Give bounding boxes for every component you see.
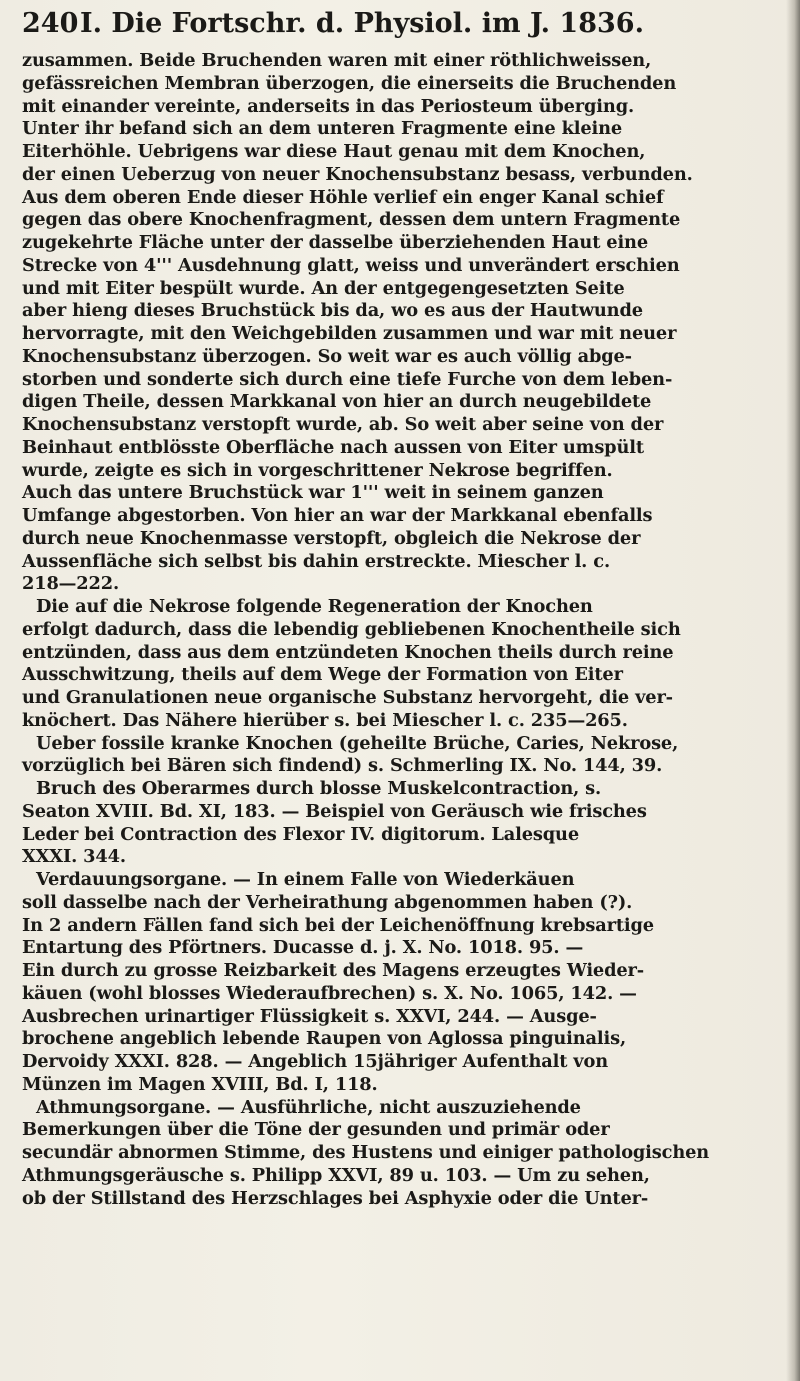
running-head [22,6,766,42]
paragraph [22,1097,766,1211]
text-line: zugekehrte Fläche unter der dasselbe überziehenden Haut eine [22,232,649,253]
text-line: Unter ihr befand sich an dem unteren Fragmente eine kleine [22,118,623,140]
page-number: 240 [22,8,79,39]
text-line: erfolgt dadurch, dass die lebendig gebliebenen Knochentheile sich [22,618,681,640]
text-line: Münzen im Magen XVIII, Bd. I, 118. [22,1073,378,1095]
text-line: In 2 andern Fällen fand sich bei der Leichenöffnung krebsartige [22,914,654,936]
text-line: Ausschwitzung, theils auf dem Wege der Formation von Eiter [22,664,623,686]
text-line: 218—222. [22,573,120,595]
text-line: vorzüglich bei Bären sich findend) s. Schmerling IX. No. 144, 39. [22,755,663,777]
text-line: Dervoidy XXXI. 828. — Angeblich 15jähriger Aufenthalt von [22,1051,608,1072]
text-line: der einen Ueberzug von neuer Knochensubstanz besass, verbunden. [22,163,693,185]
text-line: Athmungsorgane. — Ausführliche, nicht auszuziehende [36,1096,581,1118]
text-line: aber hieng dieses Bruchstück bis da, wo es aus der Hautwunde [22,300,643,322]
text-line: brochene angeblich lebende Raupen von Aglossa pinguinalis, [22,1028,626,1050]
text-line: und Granulationen neue organische Substanz hervorgeht, die ver- [22,687,673,708]
text-line: Auch das untere Bruchstück war 1''' weit in seinem ganzen [22,482,604,504]
text-line: Athmungsgeräusche s. Philipp XXVI, 89 u. 103. — Um zu sehen, [22,1164,650,1186]
text-line: Aus dem oberen Ende dieser Höhle verlief ein enger Kanal schief [22,186,664,208]
text-line: Knochensubstanz verstopft wurde, ab. So weit aber seine von der [22,414,664,435]
running-title: I. Die Fortschr. d. Physiol. im J. 1836. [80,8,644,39]
text-line: gefässreichen Membran überzogen, die einerseits die Bruchenden [22,72,677,94]
text-line: zusammen. Beide Bruchenden waren mit einer röthlichweissen, [22,50,652,71]
text-line: Ausbrechen urinartiger Flüssigkeit s. XXVI, 244. — Ausge- [22,1005,597,1027]
paragraph [22,733,766,779]
paragraph [22,596,766,733]
text-line: Entartung des Pförtners. Ducasse d. j. X. No. 1018. 95. — [22,937,584,959]
text-line: knöchert. Das Nähere hierüber s. bei Miescher l. c. 235—265. [22,709,628,731]
text-line: mit einander vereinte, anderseits in das Periosteum überging. [22,95,635,117]
text-line: hervorragte, mit den Weichgebilden zusammen und war mit neuer [22,323,677,344]
text-line: ob der Stillstand des Herzschlages bei Asphyxie oder die Unter- [22,1187,649,1209]
text-line: Ein durch zu grosse Reizbarkeit des Magens erzeugtes Wieder- [22,960,644,981]
text-line: XXXI. 344. [22,846,126,868]
body-text [22,50,766,1210]
text-line: durch neue Knochenmasse verstopft, obgleich die Nekrose der [22,527,641,549]
text-line: Strecke von 4''' Ausdehnung glatt, weiss und unverändert erschien [22,254,680,276]
text-line: wurde, zeigte es sich in vorgeschrittener Nekrose begriffen. [22,459,613,481]
text-line: Ueber fossile kranke Knochen (geheilte Brüche, Caries, Nekrose, [36,732,679,754]
page-edge-shadow [786,0,800,1381]
text-line: Leder bei Contraction des Flexor IV. digitorum. Lalesque [22,823,579,845]
text-line: gegen das obere Knochenfragment, dessen dem untern Fragmente [22,209,681,231]
text-line: Aussenfläche sich selbst bis dahin erstreckte. Miescher l. c. [22,550,610,572]
text-line: secundär abnormen Stimme, des Hustens und einiger pathologischen [22,1142,710,1163]
text-line: Beinhaut entblösste Oberfläche nach aussen von Eiter umspült [22,436,644,458]
text-line: Knochensubstanz überzogen. So weit war es auch völlig abge- [22,345,632,367]
text-line: digen Theile, dessen Markkanal von hier an durch neugebildete [22,391,652,413]
text-line: Eiterhöhle. Uebrigens war diese Haut genau mit dem Knochen, [22,141,646,162]
text-line: Verdauungsorgane. — In einem Falle von Wiederkäuen [36,869,575,890]
text-line: Umfange abgestorben. Von hier an war der Markkanal ebenfalls [22,505,653,526]
paragraph [22,50,766,596]
text-line: soll dasselbe nach der Verheirathung abgenommen haben (?). [22,891,633,913]
text-line: storben und sonderte sich durch eine tiefe Furche von dem leben- [22,368,673,390]
text-line: Die auf die Nekrose folgende Regeneration der Knochen [36,596,593,617]
text-line: entzünden, dass aus dem entzündeten Knochen theils durch reine [22,641,674,663]
text-line: käuen (wohl blosses Wiederaufbrechen) s. X. No. 1065, 142. — [22,982,637,1004]
paragraph [22,869,766,1097]
paragraph [22,778,766,869]
text-line: Bemerkungen über die Töne der gesunden und primär oder [22,1119,610,1141]
text-line: und mit Eiter bespült wurde. An der entgegengesetzten Seite [22,277,625,299]
text-line: Seaton XVIII. Bd. XI, 183. — Beispiel von Geräusch wie frisches [22,800,647,822]
text-line: Bruch des Oberarmes durch blosse Muskelcontraction, s. [36,778,602,799]
